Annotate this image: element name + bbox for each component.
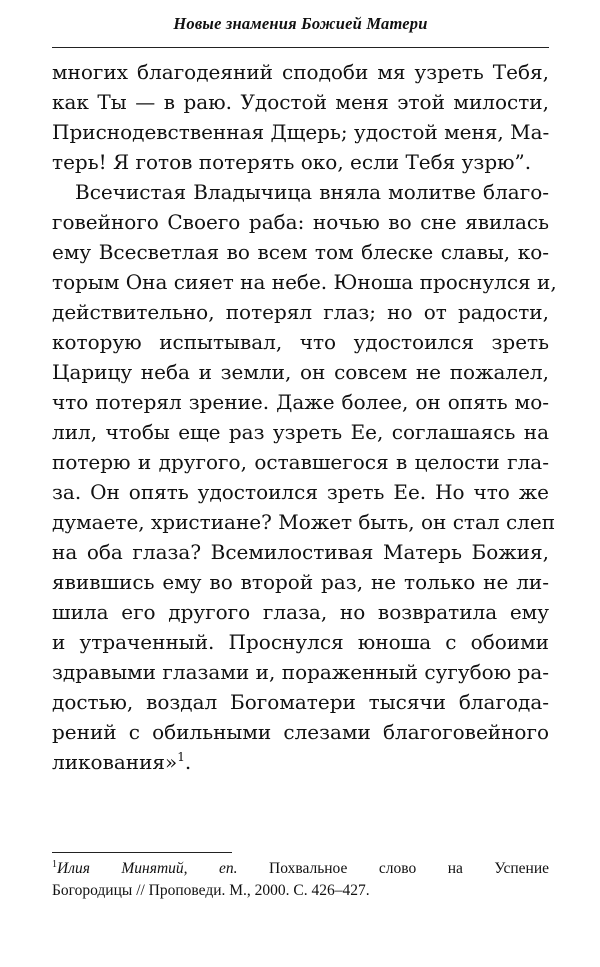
footnote-rule	[52, 852, 232, 853]
footnote-number: 1	[52, 859, 57, 870]
text-line: многих благодеяний сподоби мя узреть Тебя,	[52, 60, 549, 84]
header-rule	[52, 47, 549, 48]
text-line: торым Она сияет на небе. Юноша проснулся и,	[52, 270, 557, 294]
text-line: лил, чтобы еще раз узреть Ее, соглашаясь на	[52, 420, 549, 444]
footnote-author: Илия Минятий, еп.	[57, 860, 238, 877]
paragraph-last-line	[52, 747, 549, 777]
footnote-line-2: Богородицы // Проповеди. М., 2000. С. 426–427.	[52, 882, 370, 899]
text-line: Приснодевственная Дщерь; удостой меня, Ма-	[52, 120, 550, 144]
text-line: как Ты — в раю. Удостой меня этой милости,	[52, 90, 549, 114]
footnote-reference-period: .	[184, 750, 192, 774]
paragraph-first-line: Всечистая Владычица вняла молитве благо-	[75, 180, 549, 204]
text-line: и утраченный. Проснулся юноша с обоими	[52, 630, 549, 654]
text-line: действительно, потерял глаз; но от радости,	[52, 300, 549, 324]
running-header: Новые знамения Божией Матери	[173, 14, 428, 33]
text-line: потерю и другого, оставшегося в целости гла-	[52, 450, 549, 474]
text-line: за. Он опять удостоился зреть Ее. Но что же	[52, 480, 549, 504]
text-line: на оба глаза? Всемилостивая Матерь Божия,	[52, 540, 549, 564]
body-text	[52, 57, 557, 777]
text-line: шила его другого глаза, но возвратила ему	[52, 600, 549, 624]
footnote-reference[interactable]: 1	[177, 750, 185, 764]
text-line: думаете, христиане? Может быть, он стал слеп	[52, 510, 556, 534]
text-line: говейного Своего раба: ночью во сне явилась	[52, 210, 549, 234]
text-line: терь! Я готов потерять око, если Тебя узрю”.	[52, 150, 532, 174]
text-line: рений с обильными слезами благоговейного	[52, 720, 549, 744]
text-line: ему Всесветлая во всем том блеске славы, ко-	[52, 240, 549, 264]
footnote-line-1	[52, 858, 549, 880]
text-line-content: ликования»	[52, 750, 178, 774]
text-line: что потерял зрение. Даже более, он опять мо-	[52, 390, 549, 414]
text-line: Царицу неба и земли, он совсем не пожалел,	[52, 360, 549, 384]
footnote-title: Похвальное слово на Успение	[237, 860, 549, 877]
text-line: которую испытывал, что удостоился зреть	[52, 330, 549, 354]
text-line: явившись ему во второй раз, не только не ли-	[52, 570, 549, 594]
footnote	[52, 858, 549, 902]
text-line: здравыми глазами и, пораженный сугубою ра-	[52, 660, 549, 684]
text-line: достью, воздал Богоматери тысячи благода-	[52, 690, 549, 714]
